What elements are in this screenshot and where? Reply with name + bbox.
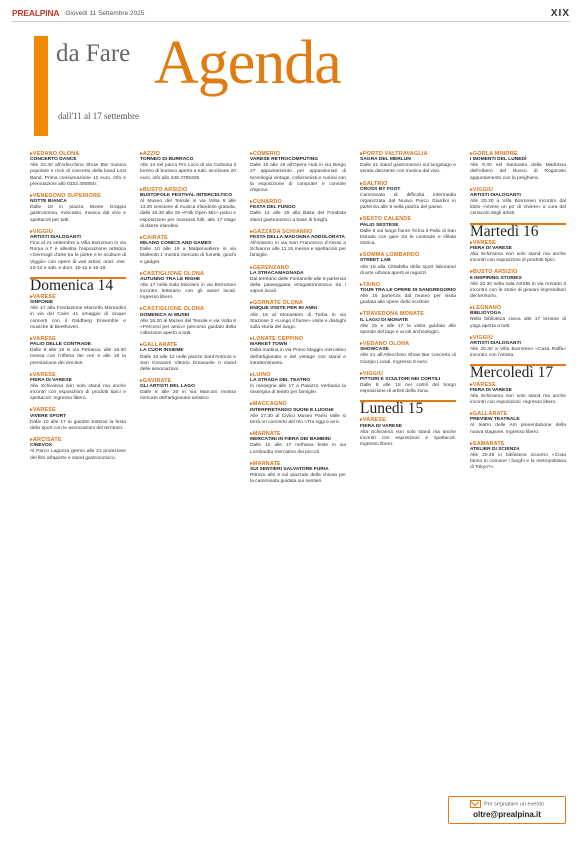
event-entry xyxy=(250,265,346,296)
event-entry xyxy=(360,282,456,307)
agenda-column-5 xyxy=(470,146,566,836)
event-description: Nella biblioteca civica alle 17 lezione di yoga aperta a tutti. xyxy=(470,317,566,329)
event-city: ▸ SAMARATE xyxy=(470,441,566,447)
event-entry xyxy=(140,151,236,182)
day-heading: Domenica 14 xyxy=(30,277,126,289)
event-description: Dalle 8 alle 20 in via Marconi mostra mercato dell'artigianato artistico. xyxy=(140,390,236,402)
event-description: Alle 9.30 nel Santuario della Madonna dell'Albero del Bosco di Rogorotto appuntamento con la preghiera. xyxy=(470,163,566,181)
submit-event-email[interactable]: oltre@prealpina.it xyxy=(473,810,541,819)
event-entry xyxy=(30,294,126,331)
event-city: ▸ MARNATE xyxy=(250,461,346,467)
event-title: FESTA DELLA MADONNA ADDOLORATA xyxy=(250,234,345,240)
event-city: ▸ VIGGIÙ xyxy=(360,371,456,377)
event-title: MARKET TOWN xyxy=(250,342,288,348)
event-city: ▸ ARCISATE xyxy=(30,437,126,443)
event-title: ARTISTI DIALOGANTI xyxy=(470,340,521,346)
event-city: ▸ CASTIGLIONE OLONA xyxy=(140,271,236,277)
page-number: XIX xyxy=(550,7,570,19)
event-entry xyxy=(360,311,456,336)
agenda-column-2 xyxy=(140,146,236,836)
event-title: ARTISTI DIALOGANTI xyxy=(30,234,81,240)
event-description: Alle 20.30 a Villa Borromeo «Casa Raffa» incontro con l'artista. xyxy=(470,347,566,359)
event-description: Dalle 10 alle 12 nelle piazze Sant'Antonio e San Giovanni Vittorio Emanuele II stand delle associazioni. xyxy=(140,354,236,372)
event-city: ▸ VARESE xyxy=(30,407,126,413)
event-title: SHOWCASE xyxy=(360,347,389,353)
event-entry xyxy=(250,431,346,456)
event-description: Dalle 9 alle 19 in via Petrarca, alle 16.30 messa con l'offerta dei ceri e alle 18 la premiazione dei vincitori. xyxy=(30,348,126,366)
event-city: ▸ SESTO CALENDE xyxy=(360,216,456,222)
event-description: Dalle 10 alle 17 ai giardini Estensi la festa dello sport con le associazioni del territorio. xyxy=(30,419,126,431)
event-description: Alla Schiranna non solo stand ma anche incontri con esposizioni e spettacoli. Ingresso libero. xyxy=(360,429,456,448)
event-title: ARTISTI DIALOGANTI xyxy=(470,192,521,198)
event-title: 6 INSPIRING STORIES xyxy=(470,275,522,281)
event-description: Al teatro delle Arti presentazione della nuova stagione. Ingresso libero. xyxy=(470,423,566,435)
event-entry xyxy=(470,269,566,300)
event-description: Fino al 21 settembre a Villa Borromeo in via Roma n.7 è allestita l'esposizione artistica «Germogli d'arte tra le pietre e le sculture di Viggiù» con opere di vari artisti; orari: mer. 10-12 e sab. e dom. 10-12 e 16-18. xyxy=(30,241,126,271)
event-description: Alle 15 partenza dal museo per visita guidata alle opere dello scultore. xyxy=(360,294,456,306)
event-title: FIERA DI VARESE xyxy=(470,245,512,251)
event-title: SUI SENTIERI SALVATORE FURIA xyxy=(250,466,329,472)
event-description: Ritrovo alle 8 sul piazzale della chiesa per la camminata guidata sui sentieri. xyxy=(250,473,346,485)
event-description: Camminata di difficoltà intermedia organizzata dal Nuovo Parco Giardini in partenza alle 9 nella piazza del paese. xyxy=(360,192,456,211)
event-description: Dal territorio delle Fontanelle alle 9 partenza della passeggiata enogastronomica tra i sapori locali. xyxy=(250,276,346,295)
event-city: ▸ LEGNANO xyxy=(470,305,566,311)
event-entry xyxy=(360,181,456,212)
agenda-columns xyxy=(30,146,566,836)
event-description: Dalle 19 in piazza Monte Grappa gastronomia, mercatini, musica dal vivo e spettacoli per tutti. xyxy=(30,205,126,223)
section-accent-bar xyxy=(34,36,48,136)
event-description: Alle 21 all'Arlecchino Show Bar concerto di Giorgio Lovati. Ingresso 8 euro. xyxy=(360,353,456,365)
event-description: Alle 17.30 al Civico Museo Parisi Valle si terrà un concerto del trio «Tra oggi e ieri». xyxy=(250,413,346,425)
event-description: Dalle 10 alle 19 a Malpensafiere in via Matteotti 1 mostra mercato di fumetti, giochi e gadget. xyxy=(140,247,236,265)
event-entry xyxy=(470,382,566,407)
event-description: Alle 20.30 nella sala ASSBI in via Arnoldo 3 incontro con le storie di giovani imprenditori del territorio. xyxy=(470,281,566,299)
event-city: ▸ VENEGONO SUPERIORE xyxy=(30,193,126,199)
event-city: ▸ VIGGIÙ xyxy=(470,335,566,341)
event-entry xyxy=(250,461,346,486)
event-entry xyxy=(250,229,346,260)
event-title: GLI ARTISTI DEL LAGO xyxy=(140,384,195,390)
section-kicker: da Fare xyxy=(56,40,131,67)
event-entry xyxy=(470,305,566,330)
event-description: Al Parco Lagozza gremo alle 21 proiezione del film all'aperto e stand gastronomico. xyxy=(30,449,126,461)
event-title: CINEVOX xyxy=(30,443,53,449)
event-entry xyxy=(250,300,346,331)
event-title: PITTORI E SCULTORI NEI CORTILI xyxy=(360,376,441,382)
event-entry xyxy=(470,411,566,436)
event-title: PREVIEW TEATRALE xyxy=(470,417,520,423)
section-subtitle: dall'11 al 17 settembre xyxy=(58,111,140,121)
event-description: Alle 16.30 al Museo del Tessile e via Volta 6 «Percorsi per amici» percorso guidato della collezione aperto a tutti. xyxy=(140,318,236,337)
envelope-icon xyxy=(470,800,481,808)
event-description: All'oratorio in via San Francesco d'Assisi a Schianno alle 11.15 messa e spettacolo per famiglie. xyxy=(250,241,346,259)
event-city: ▸ SALTRIO xyxy=(360,181,456,187)
event-title: TORNEO DI BURRACO xyxy=(140,157,194,163)
event-entry xyxy=(30,372,126,403)
event-entry xyxy=(250,372,346,397)
event-entry xyxy=(140,235,236,266)
event-entry xyxy=(30,193,126,224)
event-city: ▸ LONATE CEPPINO xyxy=(250,336,346,342)
event-entry xyxy=(360,252,456,277)
event-entry xyxy=(470,240,566,265)
page-header xyxy=(12,5,570,22)
event-description: Alle 17 alla Fondazione Marcello Morandini in via del Cairo 41 omaggio di cinque concerti con il Goldberg Ensemble e musiche di Beethoven. xyxy=(30,306,126,330)
event-title: FIERA DI VARESE xyxy=(470,387,512,393)
event-city: ▸ BUSTO ARSIZIO xyxy=(140,187,236,193)
event-city: ▸ GORNATE OLONA xyxy=(250,300,346,306)
agenda-column-3 xyxy=(250,146,346,836)
submit-event-box xyxy=(448,796,566,824)
event-title: PALIO SESTESE xyxy=(360,222,399,228)
event-city: ▸ CUNARDO xyxy=(250,199,346,205)
event-city: ▸ TRAVEDONA MONATE xyxy=(360,311,456,317)
event-title: CONCERTO DANCE xyxy=(30,157,77,163)
event-description: Alle 17 nella Sala Morosini in via Borromeo incontro letterario con gli autori locali. Ingresso libero. xyxy=(140,282,236,301)
event-title: VIVERE SPORT xyxy=(30,413,67,419)
event-description: Alla Schiranna non solo stand ma anche incontri con esposizioni di prodotti tipici. xyxy=(470,252,566,264)
event-city: ▸ TAINO xyxy=(360,282,456,288)
event-description: Al Museo del Tessile in via Volta 6 alle 13.30 sessione di musica irlandese gratuita, dalle 16.30 alle 19 «Folk Open Mic» palco e esposizione per musicisti folk, alle 17 stage di danze irlandesi. xyxy=(140,199,236,229)
event-city: ▸ MARNATE xyxy=(250,431,346,437)
day-heading: Mercoledì 17 xyxy=(470,364,566,376)
event-entry xyxy=(360,216,456,247)
event-title: FIERA DI VARESE xyxy=(360,423,402,429)
event-entry xyxy=(470,441,566,472)
event-title: SAGRA DEL MERLUN xyxy=(360,157,411,163)
event-entry xyxy=(140,187,236,230)
event-title: SINFONIE xyxy=(30,300,54,306)
event-entry xyxy=(250,151,346,194)
event-entry xyxy=(140,342,236,373)
event-city: ▸ VARESE xyxy=(360,417,456,423)
event-title: CROSS BY FOOT xyxy=(360,186,401,192)
event-description: Alle 22.30 all'Arlecchino Show Bar musica popolare e rock di concerto della band Lost Band. Prima consumazione 12 euro. Info e prenotazioni allo 0332.400850. xyxy=(30,163,126,187)
event-city: ▸ VIGGIÙ xyxy=(470,187,566,193)
event-title: BIBLIOYOGA xyxy=(470,311,501,317)
event-entry xyxy=(30,151,126,188)
event-city: ▸ VARESE xyxy=(470,240,566,246)
event-description: Alle 15 al Monastero di Torba in via Stazione 2 «Lungo il fiume» visite e dialoghi sulla storia del luogo. xyxy=(250,312,346,330)
header-date: Giovedì 11 Settembre 2025 xyxy=(65,9,145,17)
agenda-column-4 xyxy=(360,146,456,836)
event-entry xyxy=(140,271,236,302)
event-description: Dalle 9 alle 18 nei cortili del borgo esposizione di artisti della zona. xyxy=(360,383,456,395)
event-description: Alla Schiranna non solo stand ma anche incontri con esposizioni. Ingresso libero. xyxy=(470,393,566,405)
event-entry xyxy=(360,371,456,396)
event-city: ▸ VARESE xyxy=(30,336,126,342)
brand-logo: PREALPINA xyxy=(12,8,60,18)
event-description: Dalle 10 alle 19 all'Opera Hub in via Bergo 27 appuntamento per appassionati di tecnologia vintage, collezionisti e curiosi con la esposizione di computer e console d'epoca. xyxy=(250,163,346,193)
event-entry xyxy=(30,229,126,272)
event-description: Dalla mattina in via Primo Maggio mercatino dell'artigianato e del vintage con stand e intrattenimento. xyxy=(250,348,346,366)
event-title: I MOMENTI DEL LUNEDÌ xyxy=(470,157,527,163)
event-city: ▸ VARESE xyxy=(30,372,126,378)
event-city: ▸ SOMMA LOMBARDO xyxy=(360,252,456,258)
event-title: TOUR TRA LE OPERE DI SANGREGORIO xyxy=(360,287,456,293)
event-entry xyxy=(360,151,456,176)
event-city: ▸ CAIRATE xyxy=(140,235,236,241)
event-description: Alle 14 nel parco Pro Loco di via Carbona il torneo di burraco aperto a tutti. Iscrizione 20 euro, info allo 348.4765325. xyxy=(140,163,236,181)
event-entry xyxy=(250,401,346,426)
event-city: ▸ VIGGIÙ xyxy=(30,229,126,235)
event-city: ▸ GAVIRATE xyxy=(140,378,236,384)
event-city: ▸ MACCAGNO xyxy=(250,401,346,407)
event-city: ▸ VARESE xyxy=(470,382,566,388)
event-city: ▸ VEDANO OLONA xyxy=(30,151,126,157)
event-city: ▸ PORTO VALTRAVAGLIA xyxy=(360,151,456,157)
event-entry xyxy=(30,336,126,367)
event-entry xyxy=(140,306,236,337)
event-entry xyxy=(470,151,566,182)
submit-event-label: Per segnalare un evento xyxy=(449,800,565,808)
day-heading: Lunedì 15 xyxy=(360,400,456,412)
event-description: Alle 20.45 in biblioteca incontro «Cosa fanno in comune i funghi e la metropolitana di Tokyo?». xyxy=(470,453,566,471)
event-description: Alle 15 e alle 17 la visita guidata alle sponde del lago e ai siti archeologici. xyxy=(360,323,456,335)
section-title: Agenda xyxy=(154,29,341,97)
event-description: Dalle 12 alle 19 alla Baita del Fondista stand gastronomici a base di funghi. xyxy=(250,211,346,223)
event-title: ENIQUE VISITE PER 90 ANNI xyxy=(250,306,317,312)
event-city: ▸ VEDANO OLONA xyxy=(360,341,456,347)
event-entry xyxy=(30,437,126,462)
event-title: LA STRACAMAGNADA xyxy=(250,270,304,276)
event-title: FESTA DEL FUNGO xyxy=(250,205,296,211)
agenda-column-1 xyxy=(30,146,126,836)
event-title: ATELIER DI SCIENZA xyxy=(470,446,520,452)
event-title: LA STRADA DEL TEATRO xyxy=(250,378,311,383)
event-city: ▸ GORLA MINORE xyxy=(470,151,566,157)
event-entry xyxy=(470,187,566,218)
event-title: AUTUNNO TRA LE RIGHE xyxy=(140,276,201,282)
event-title: NOTTE BIANCA xyxy=(30,199,67,205)
event-title: VARESE RETROCOMPUTING xyxy=(250,157,319,163)
event-entry xyxy=(360,417,456,448)
event-title: LA CUOR INSIEME xyxy=(140,348,184,354)
event-description: Dalle 10 alle 17 nell'area feste in via Lombardia mercatino dei piccoli. xyxy=(250,443,346,455)
event-description: Alle 20.30 a Villa Borromeo incontro dal titolo «Vivere un po' di Viviere» a cura del cenacolo degli artisti. xyxy=(470,199,566,217)
event-title: INTERPRETANDO SUONI E LUOGHI xyxy=(250,407,334,413)
event-description: Alle 15 alla Cittadella dello sport laboratori di arte urbana aperti ai ragazzi. xyxy=(360,264,456,276)
event-title: FIERA DI VARESE xyxy=(30,377,72,383)
event-description: Alla Schiranna non solo stand ma anche incontri con esposizioni di prodotti tipici e spettacoli. Ingresso libero. xyxy=(30,384,126,402)
event-city: ▸ BUSTO ARSIZIO xyxy=(470,269,566,275)
event-entry xyxy=(250,336,346,367)
event-title: BUSTOFOLK FESTIVAL INTERCELTICO xyxy=(140,192,233,198)
event-entry xyxy=(30,407,126,432)
event-entry xyxy=(470,335,566,360)
event-description: Dalle 21 stand gastronomici sul lungolago e serata danzante con musica dal vivo. xyxy=(360,163,456,175)
event-title: MERCATINI IN FIERA DEI BAMBINI xyxy=(250,437,331,443)
event-city: ▸ VARESE xyxy=(30,294,126,300)
event-city: ▸ AZZIO xyxy=(140,151,236,157)
event-city: ▸ GALLARATE xyxy=(470,411,566,417)
event-city: ▸ CASTIGLIONE OLONA xyxy=(140,306,236,312)
event-title: MILANO COMICS AND GAMES xyxy=(140,241,212,247)
event-city: ▸ COMERIO xyxy=(250,151,346,157)
event-city: ▸ GAZZADA SCHIANNO xyxy=(250,229,346,235)
event-city: ▸ LUINO xyxy=(250,372,346,378)
event-city: ▸ GALLARATE xyxy=(140,342,236,348)
event-title: DOMENICA AI MUSEI xyxy=(140,312,190,318)
event-entry xyxy=(140,378,236,403)
event-city: ▸ GERENZANO xyxy=(250,265,346,271)
event-entry xyxy=(360,341,456,366)
event-title: PALIO DELLE CONTRADE xyxy=(30,342,92,348)
event-title: IL LAGO DI MONATE xyxy=(360,317,409,323)
event-description: Dalle 9 sul lungo fiume Ticino il Palio di San Donato con gare tra le contrade e sfilata storica. xyxy=(360,228,456,247)
event-title: STREET LAB xyxy=(360,258,391,264)
day-heading: Martedì 16 xyxy=(470,223,566,235)
event-description: In rassegna alle 17 a Palazzo Verbania la rassegna di teatro per famiglie. xyxy=(250,384,346,396)
event-entry xyxy=(250,199,346,224)
